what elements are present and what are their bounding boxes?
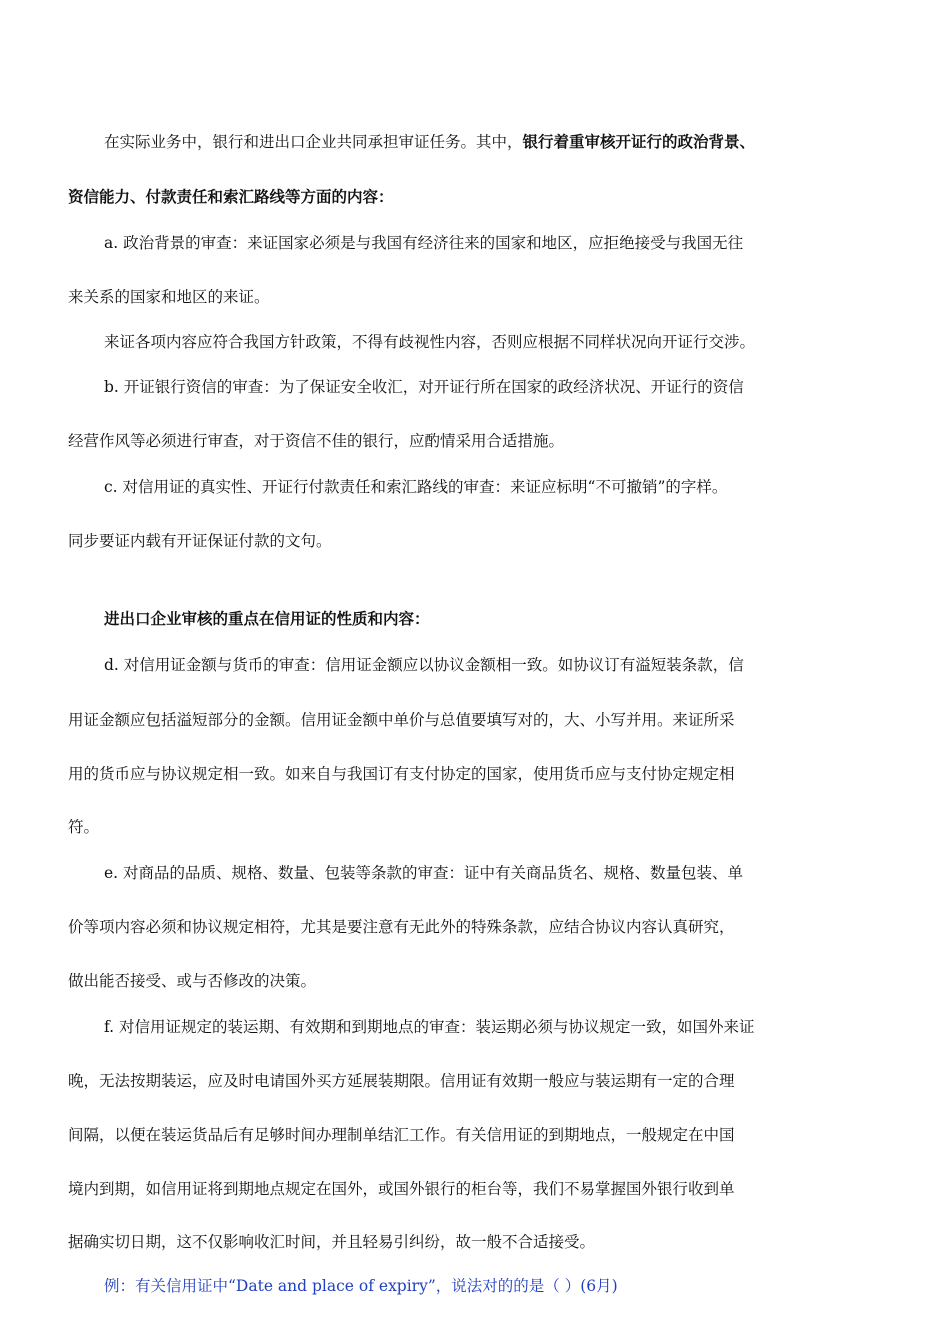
intro-line-1 <box>104 131 755 153</box>
intro-text: 在实际业务中，银行和进出口企业共同承担审证任务。其中， <box>104 133 523 151</box>
item-d-line-1: d. 对信用证金额与货币的审查：信用证金额应以协议金额相一致。如协议订有溢短装条款，信 <box>104 656 744 674</box>
item-d-line-2: 用证金额应包括溢短部分的金额。信用证金额中单价与总值要填写对的，大、小写并用。来证所采 <box>68 711 735 729</box>
item-f-line-4: 境内到期，如信用证将到期地点规定在国外，或国外银行的柜台等，我们不易掌握国外银行收到单 <box>68 1180 735 1198</box>
item-d-line-3: 用的货币应与协议规定相一致。如来自与我国订有支付协定的国家，使用货币应与支付协定规定相 <box>68 765 735 783</box>
item-f-line-3: 间隔，以便在装运货品后有足够时间办理制单结汇工作。有关信用证的到期地点，一般规定在中国 <box>68 1126 735 1144</box>
item-e-line-3: 做出能否接受、或与否修改的决策。 <box>68 972 317 990</box>
intro-emphasis: 银行着重审核开证行的政治背景、 <box>522 132 756 151</box>
item-e-line-1: e. 对商品的品质、规格、数量、包装等条款的审查：证中有关商品货名、规格、数量包装、单 <box>104 864 744 882</box>
item-b-line-1: b. 开证银行资信的审查：为了保证安全收汇，对开证行所在国家的政经济状况、开证行的资信 <box>104 378 744 396</box>
item-a-line-1: a. 政治背景的审查：来证国家必须是与我国有经济往来的国家和地区，应拒绝接受与我国无往 <box>104 234 744 252</box>
item-c-line-1: c. 对信用证的真实性、开证行付款责任和索汇路线的审查：来证应标明“不可撤销”的字样。 <box>104 478 728 496</box>
item-a-line-2: 来关系的国家和地区的来证。 <box>68 288 270 306</box>
item-b-line-2: 经营作风等必须进行审查，对于资信不佳的银行，应酌情采用合适措施。 <box>68 432 565 450</box>
item-d-line-4: 符。 <box>68 818 100 836</box>
policy-note: 来证各项内容应符合我国方针政策，不得有歧视性内容，否则应根据不同样状况向开证行交涉。 <box>104 333 756 351</box>
item-f-line-5: 据确实切日期，这不仅影响收汇时间，并且轻易引纠纷，故一般不合适接受。 <box>68 1233 596 1251</box>
example-question: 例：有关信用证中“Date and place of expiry”，说法对的的是（ ）(6月) <box>104 1277 618 1295</box>
intro-line-2: 资信能力、付款责任和索汇路线等方面的内容： <box>68 187 394 206</box>
item-e-line-2: 价等项内容必须和协议规定相符，尤其是要注意有无此外的特殊条款，应结合协议内容认真研究， <box>68 918 735 936</box>
item-f-line-2: 晚，无法按期装运，应及时电请国外买方延展装期限。信用证有效期一般应与装运期有一定的合理 <box>68 1072 735 1090</box>
section-2-heading: 进出口企业审核的重点在信用证的性质和内容： <box>104 609 430 628</box>
item-f-line-1: f. 对信用证规定的装运期、有效期和到期地点的审查：装运期必须与协议规定一致，如国外来证 <box>104 1018 755 1036</box>
item-c-line-2: 同步要证内载有开证保证付款的文句。 <box>68 532 332 550</box>
